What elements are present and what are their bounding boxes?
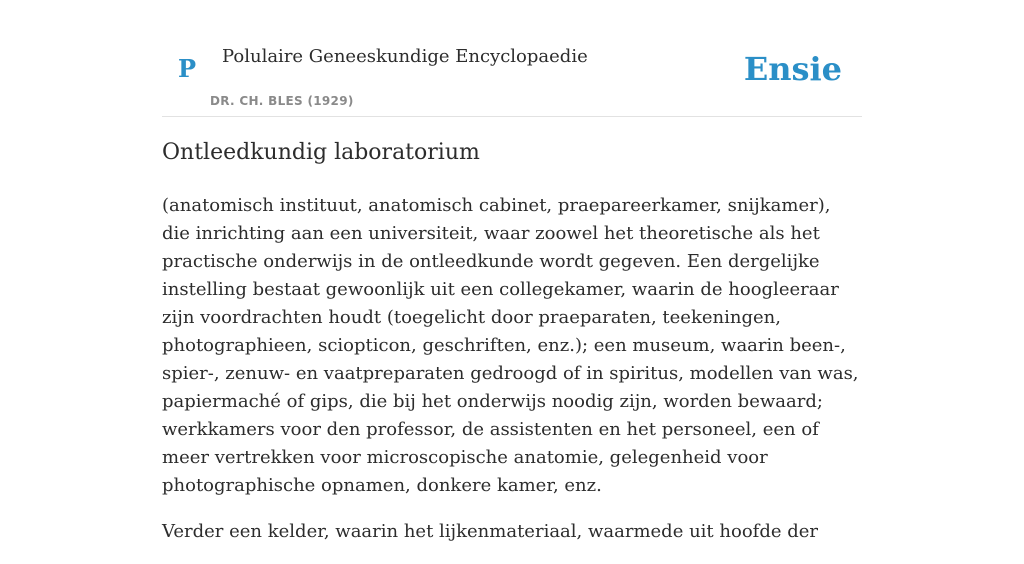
publication-logo-icon[interactable]: P [178,54,197,83]
article-body [162,192,862,564]
ensie-brand-logo[interactable]: Ensie [743,50,842,88]
article-title: Ontleedkundig laboratorium [162,140,480,165]
article-paragraph-2: Verder een kelder, waarin het lijkenmateriaal, waarmede uit hoofde der [162,521,818,542]
author-credit: DR. CH. BLES (1929) [210,94,354,108]
encyclopedia-title[interactable]: Polulaire Geneeskundige Encyclopaedie [222,46,588,67]
article-paragraph-1: (anatomisch instituut, anatomisch cabinet, praepareerkamer, snijkamer), die inrichting aan een universiteit, waar zoowel het theoretische als het practische onderwijs in de ontleedkunde wordt gegeven. Een dergelijke instelling bestaat gewoonlijk uit een collegekamer, waarin de hoogleeraar zijn voordrachten houdt (toegelicht door praeparaten, teekeningen, photographieen, sciopticon, geschriften, enz.); een museum, waarin been-, spier-, zenuw- en vaatpreparaten gedroogd of in spiritus, modellen van was, papiermaché of gips, die bij het onderwijs noodig zijn, worden bewaard; werkkamers voor den professor, de assistenten en het personeel, een of meer vertrekken voor microscopische anatomie, gelegenheid voor photographische opnamen, donkere kamer, enz. [162,195,859,496]
site-header [162,0,862,117]
